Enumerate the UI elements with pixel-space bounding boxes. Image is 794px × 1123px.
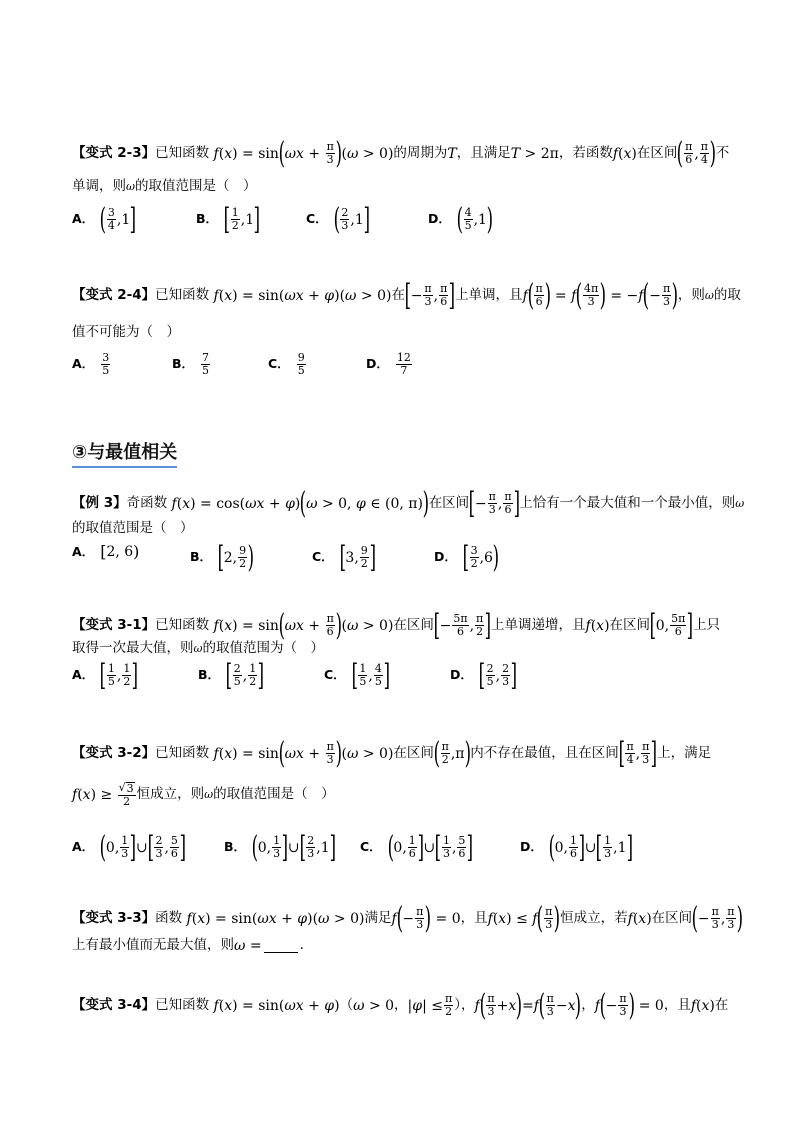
problem-tag: 【例 3】 <box>72 494 127 511</box>
option-a[interactable]: A． [ $\frac{1}{5}$ , $\frac{1}{2}$ ] <box>72 658 139 693</box>
heading-underline <box>72 466 177 468</box>
option-c[interactable]: C． ( $\frac{2}{3}$ ,1 ] <box>306 202 370 237</box>
option-d[interactable]: D． ( 0, $\frac{1}{6}$ ] ∪ [ $\frac{1}{3}$ ,1 ] <box>520 830 633 865</box>
option-b[interactable]: B． ( 0, $\frac{1}{3}$ ] ∪ [ $\frac{2}{3}$ ,1 ] <box>224 830 336 865</box>
option-c[interactable]: C． [ 3, $\frac{9}{2}$ ] <box>312 540 376 575</box>
math-function: f(x) = sin <box>213 145 279 162</box>
option-a[interactable]: A． ( $\frac{3}{4}$ ,1 ] <box>72 202 137 237</box>
option-c[interactable]: C． [ $\frac{1}{5}$ , $\frac{4}{5}$ ] <box>324 658 390 693</box>
option-d[interactable]: D． ( $\frac{4}{5}$ ,1 ) <box>428 202 494 237</box>
option-d[interactable]: D． $\frac{12}{7}$ <box>366 351 411 377</box>
option-a[interactable]: A． $\frac{3}{5}$ <box>72 351 110 377</box>
math-function: f(x) = sin(ωx + φ)(ω > 0) <box>213 287 392 304</box>
problem-tag: 【变式 2-4】 <box>72 286 156 303</box>
problem-tag: 【变式 3-4】 <box>72 996 156 1013</box>
option-b[interactable]: B． [ 2, $\frac{9}{2}$ ) <box>190 540 255 575</box>
math-function: f(x) = sin(ωx + φ) <box>213 997 340 1014</box>
section-heading: ③与最值相关 <box>72 438 177 464</box>
option-b[interactable]: B． [ $\frac{2}{5}$ , $\frac{1}{2}$ ] <box>198 658 265 693</box>
option-b[interactable]: B． [ $\frac{1}{2}$ ,1 ] <box>196 202 261 237</box>
option-c[interactable]: C． $\frac{9}{5}$ <box>268 351 305 377</box>
math-function: f(x) = sin <box>213 745 279 762</box>
answer-blank[interactable] <box>264 940 298 953</box>
problem-tag: 【变式 3-2】 <box>72 744 156 761</box>
option-d[interactable]: D． [ $\frac{2}{5}$ , $\frac{2}{3}$ ] <box>450 658 518 693</box>
problem-tag: 【变式 2-3】 <box>72 144 156 161</box>
option-c[interactable]: C． ( 0, $\frac{1}{6}$ ] ∪ [ $\frac{1}{3}$ , $\frac{5}{6}$ ] <box>360 830 474 865</box>
option-a[interactable]: A． ( 0, $\frac{1}{3}$ ] ∪ [ $\frac{2}{3}$ , $\frac{5}{6}$ ] <box>72 830 186 865</box>
option-a[interactable]: A． [ 2, 6 ) <box>72 542 140 561</box>
math-function: f(x) = sin(ωx + φ)(ω > 0) <box>186 910 365 927</box>
problem-tag: 【变式 3-3】 <box>72 909 156 926</box>
problem-tag: 【变式 3-1】 <box>72 616 156 633</box>
option-b[interactable]: B． $\frac{7}{5}$ <box>172 351 210 377</box>
math-function: f(x) = sin <box>213 617 279 634</box>
math-function: f(x) = cos(ωx + φ) <box>171 495 301 512</box>
option-d[interactable]: D． [ $\frac{3}{2}$ ,6 ) <box>434 540 500 575</box>
